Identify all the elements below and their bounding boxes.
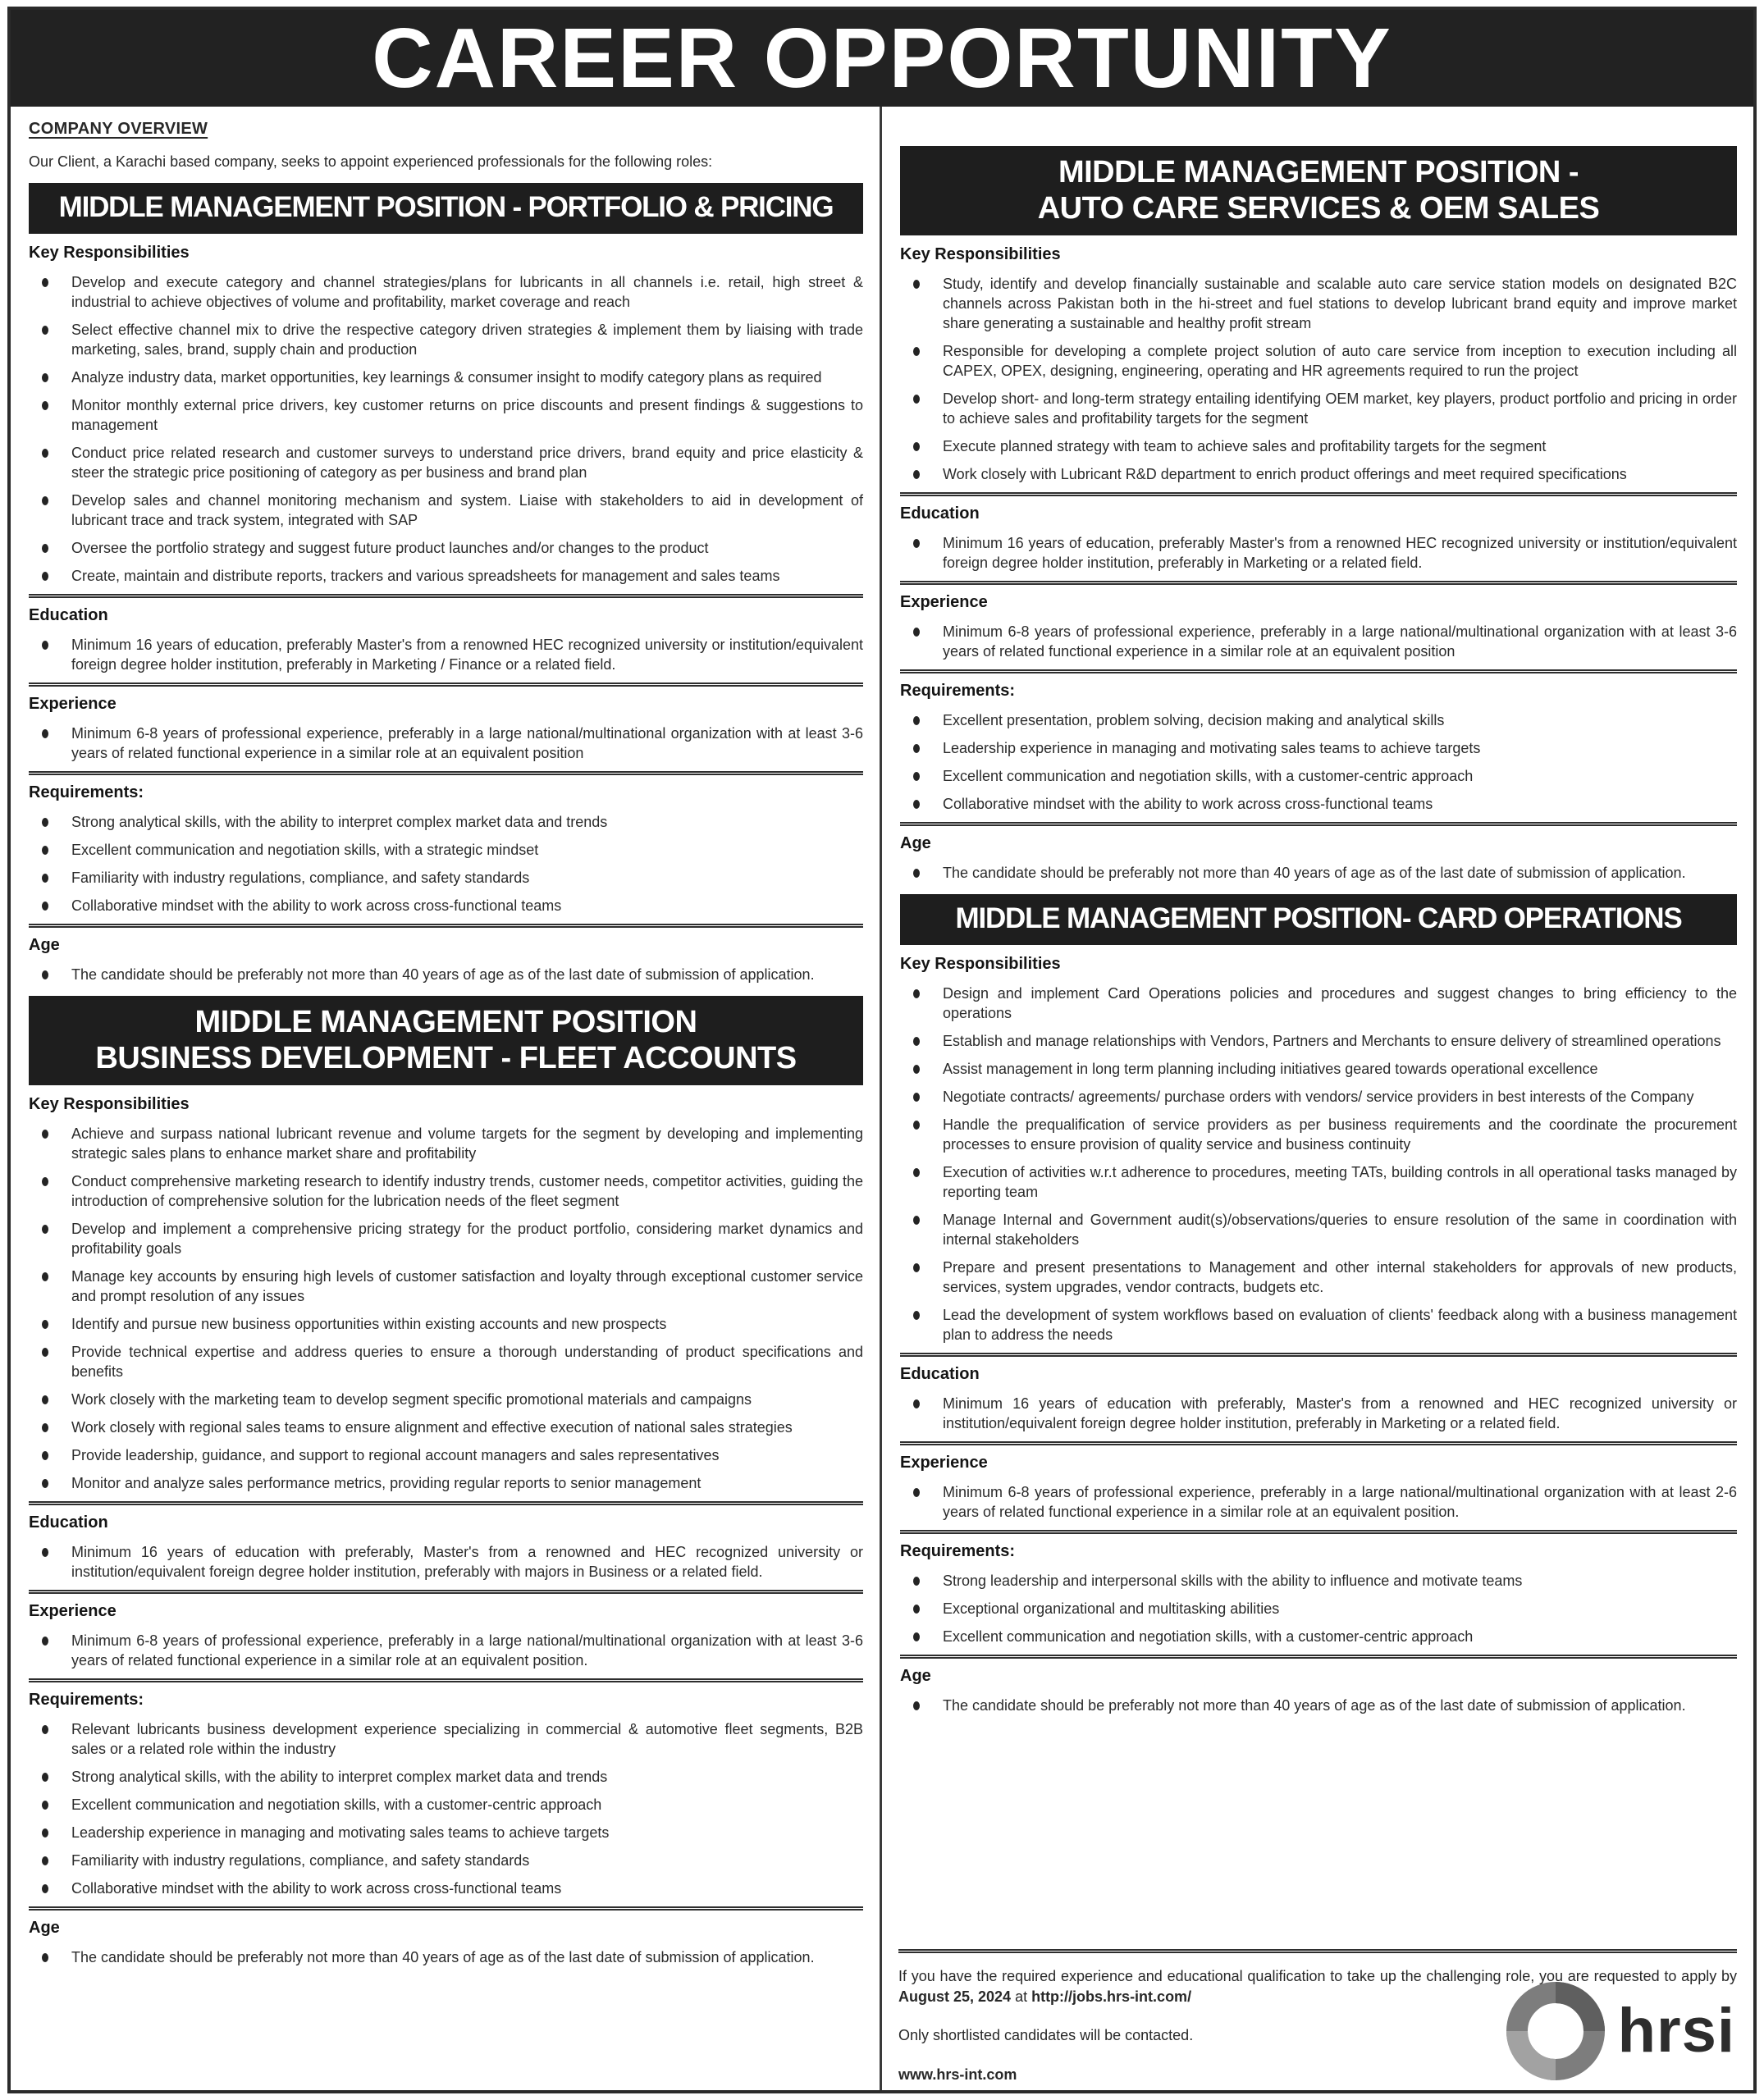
banner [11, 10, 1753, 107]
bullet-item: Select effective channel mix to drive the respective category driven strategies & implement them by liaising with trade marketing, sales, brand, supply chain and production [29, 320, 863, 359]
bullet-item: Negotiate contracts/ agreements/ purchase orders with vendors/ service providers in best interests of the Company [900, 1087, 1737, 1107]
job-title-line: AUTO CARE SERVICES & OEM SALES [1037, 191, 1600, 226]
section-label-experience: Experience [29, 694, 117, 713]
bullet-item: Develop short- and long-term strategy entailing identifying OEM market, key players, product portfolio and pricing in order to achieve sales and profitability targets for the segment [900, 389, 1737, 428]
bullet-list [900, 533, 1737, 573]
bullet-item: Strong leadership and interpersonal skills with the ability to influence and motivate teams [900, 1571, 1737, 1591]
ad-frame [7, 7, 1757, 2093]
section-label-key-responsibilities: Key Responsibilities [29, 1094, 190, 1113]
bullet-list [29, 1719, 863, 1898]
section-label-key-responsibilities: Key Responsibilities [900, 245, 1061, 264]
bullet-list [29, 724, 863, 763]
job-title-line: MIDDLE MANAGEMENT POSITION- CARD OPERATIONS [955, 902, 1682, 935]
banner-title: CAREER OPPORTUNITY [372, 11, 1392, 105]
bullet-item: Lead the development of system workflows based on evaluation of clients' feedback along with a business management plan to address the needs [900, 1305, 1737, 1344]
company-overview [29, 120, 863, 171]
job-title [29, 996, 863, 1085]
section-label-key-responsibilities: Key Responsibilities [900, 954, 1061, 973]
job-section [900, 146, 1737, 883]
bullet-item: Familiarity with industry regulations, compliance, and safety standards [29, 868, 863, 888]
job-title-line: MIDDLE MANAGEMENT POSITION - PORTFOLIO & PRICING [58, 191, 834, 223]
bullet-list [29, 812, 863, 915]
hrsi-logo [1505, 1980, 1735, 2082]
section-label-experience: Experience [900, 1453, 988, 1472]
bullet-item: Minimum 6-8 years of professional experience, preferably in a large national/multinational organization with at least 3-6 years of related functional experience in a similar role at an equivalent position [29, 724, 863, 763]
bullet-list [900, 984, 1737, 1344]
apply-deadline: August 25, 2024 [898, 1988, 1012, 2005]
bullet-list [900, 274, 1737, 484]
section-label-age: Age [900, 1666, 931, 1685]
bullet-item: Work closely with the marketing team to develop segment specific promotional materials and campaigns [29, 1390, 863, 1409]
section-divider [900, 1353, 1737, 1357]
bullet-list [29, 1631, 863, 1670]
bullet-item: Minimum 16 years of education, preferably Master's from a renowned HEC recognized university or institution/equivalent foreign degree holder institution, preferably in Marketing / Finance or a related field. [29, 635, 863, 674]
bullet-list [900, 710, 1737, 814]
section-divider [29, 682, 863, 687]
bullet-item: Analyze industry data, market opportunities, key learnings & consumer insight to modify category plans as required [29, 368, 863, 387]
bullet-item: Execution of activities w.r.t adherence to procedures, meeting TATs, building controls in all operational tasks managed by reporting team [900, 1162, 1737, 1202]
section-label-experience: Experience [900, 593, 988, 612]
bullet-item: Achieve and surpass national lubricant revenue and volume targets for the segment by developing and implementing strategic sales plans to enhance market share and profitability [29, 1124, 863, 1163]
section-divider [29, 771, 863, 775]
section-label-requirements: Requirements: [900, 682, 1016, 701]
apply-text-at: at [1011, 1988, 1032, 2005]
bullet-item: The candidate should be preferably not more than 40 years of age as of the last date of submission of application. [29, 965, 863, 984]
bullet-list [29, 272, 863, 586]
section-label-education: Education [900, 504, 980, 523]
section-divider [29, 1501, 863, 1505]
bullet-item: Execute planned strategy with team to achieve sales and profitability targets for the segment [900, 436, 1737, 456]
bullet-item: Manage Internal and Government audit(s)/observations/queries to ensure resolution of the same in coordination with internal stakeholders [900, 1210, 1737, 1249]
bullet-item: Collaborative mindset with the ability to work across cross-functional teams [29, 1879, 863, 1898]
right-sections [900, 146, 1737, 1715]
company-overview-heading: COMPANY OVERVIEW [29, 120, 208, 138]
bullet-item: Develop and execute category and channel strategies/plans for lubricants in all channels i.e. retail, high street & industrial to achieve objectives of volume and profitability, market coverage and reach [29, 272, 863, 312]
bullet-item: Excellent communication and negotiation skills, with a customer-centric approach [900, 766, 1737, 786]
logo-text: hrsi [1617, 1996, 1735, 2066]
section-divider [900, 492, 1737, 496]
section-divider [900, 669, 1737, 673]
job-title [29, 183, 863, 234]
section-divider [29, 1590, 863, 1594]
bullet-list [900, 1696, 1737, 1715]
shortlist-note: Only shortlisted candidates will be contacted. [898, 2027, 1194, 2043]
footer [898, 1949, 1737, 2084]
bullet-list [29, 965, 863, 984]
bullet-item: Work closely with regional sales teams to ensure alignment and effective execution of national sales strategies [29, 1418, 863, 1437]
section-label-education: Education [29, 605, 108, 624]
section-divider [29, 1906, 863, 1911]
bullet-item: Minimum 16 years of education with preferably, Master's from a renowned and HEC recognized university or institution/equivalent foreign degree holder institution, preferably with majors in Business or a related field. [29, 1542, 863, 1582]
bullet-item: Responsible for developing a complete project solution of auto care service from inception to execution including all CAPEX, OPEX, designing, engineering, operating and HR agreements required to run the project [900, 341, 1737, 381]
bullet-item: Monitor and analyze sales performance metrics, providing regular reports to senior management [29, 1473, 863, 1493]
bullet-item: The candidate should be preferably not more than 40 years of age as of the last date of submission of application. [29, 1947, 863, 1967]
job-section [29, 996, 863, 1967]
job-title [900, 894, 1737, 945]
bullet-list [900, 863, 1737, 883]
bullet-list [29, 1542, 863, 1582]
bullet-item: Strong analytical skills, with the ability to interpret complex market data and trends [29, 812, 863, 832]
bullet-item: Establish and manage relationships with Vendors, Partners and Merchants to ensure delivery of streamlined operations [900, 1031, 1737, 1051]
job-section [900, 894, 1737, 1715]
apply-text: If you have the required experience and educational qualification to take up the challenging role, you are requested to apply by [898, 1968, 1737, 1984]
bullet-item: Minimum 6-8 years of professional experience, preferably in a large national/multinational organization with at least 2-6 years of related functional experience in a similar role at an equivalent position. [900, 1482, 1737, 1522]
bullet-item: Prepare and present presentations to Management and other internal stakeholders for approvals of new products, services, system upgrades, vendor contracts, budgets etc. [900, 1258, 1737, 1297]
section-divider [900, 1441, 1737, 1445]
bullet-item: Minimum 16 years of education, preferably Master's from a renowned HEC recognized university or institution/equivalent foreign degree holder institution, preferably in Marketing or a related field. [900, 533, 1737, 573]
job-title-line: MIDDLE MANAGEMENT POSITION [194, 1004, 697, 1039]
section-label-age: Age [29, 1918, 60, 1937]
bullet-item: Oversee the portfolio strategy and suggest future product launches and/or changes to the product [29, 538, 863, 558]
apply-url: http://jobs.hrs-int.com/ [1031, 1988, 1192, 2005]
bullet-item: Leadership experience in managing and motivating sales teams to achieve targets [900, 738, 1737, 758]
bullet-list [29, 1124, 863, 1493]
bullet-item: Identify and pursue new business opportunities within existing accounts and new prospects [29, 1314, 863, 1334]
bullet-item: Develop and implement a comprehensive pricing strategy for the product portfolio, considering market dynamics and profitability goals [29, 1219, 863, 1258]
section-label-education: Education [29, 1513, 108, 1532]
column-left [11, 107, 882, 2090]
company-website: www.hrs-int.com [898, 2066, 1017, 2083]
bullet-item: Collaborative mindset with the ability to work across cross-functional teams [29, 896, 863, 915]
job-section [29, 183, 863, 984]
bullet-item: Collaborative mindset with the ability to work across cross-functional teams [900, 794, 1737, 814]
footer-divider [898, 1949, 1737, 1953]
bullet-item: Excellent communication and negotiation skills, with a customer-centric approach [29, 1795, 863, 1815]
bullet-item: Design and implement Card Operations policies and procedures and suggest changes to bring efficiency to the operations [900, 984, 1737, 1023]
bullet-item: Study, identify and develop financially sustainable and scalable auto care service station models on designated B2C channels across Pakistan both in the hi-street and fuel stations to develop lubricant brand equity and improve market share generating a sustainable and healthy profit stream [900, 274, 1737, 333]
logo-ring-icon [1505, 1980, 1613, 2082]
bullet-item: The candidate should be preferably not more than 40 years of age as of the last date of submission of application. [900, 1696, 1737, 1715]
section-divider [900, 1530, 1737, 1534]
bullet-item: Relevant lubricants business development experience specializing in commercial & automotive fleet segments, B2B sales or a related role within the industry [29, 1719, 863, 1759]
section-divider [900, 1655, 1737, 1659]
section-label-requirements: Requirements: [900, 1541, 1016, 1560]
bullet-item: Work closely with Lubricant R&D department to enrich product offerings and meet required specifications [900, 464, 1737, 484]
bullet-item: Exceptional organizational and multitasking abilities [900, 1599, 1737, 1618]
section-label-age: Age [900, 834, 931, 853]
column-right [882, 107, 1753, 2090]
bullet-list [900, 1571, 1737, 1646]
bullet-item: Strong analytical skills, with the ability to interpret complex market data and trends [29, 1767, 863, 1787]
bullet-item: Develop sales and channel monitoring mechanism and system. Liaise with stakeholders to aid in development of lubricant trace and track system, integrated with SAP [29, 491, 863, 530]
bullet-item: Minimum 6-8 years of professional experience, preferably in a large national/multinational organization with at least 3-6 years of related functional experience in a similar role at an equivalent position [900, 622, 1737, 661]
bullet-item: Provide technical expertise and address queries to ensure a thorough understanding of product specifications and benefits [29, 1342, 863, 1381]
bullet-item: Minimum 6-8 years of professional experience, preferably in a large national/multinational organization with at least 3-6 years of related functional experience in a similar role at an equivalent position. [29, 1631, 863, 1670]
bullet-item: Create, maintain and distribute reports, trackers and various spreadsheets for management and sales teams [29, 566, 863, 586]
columns [11, 107, 1753, 2090]
bullet-item: Monitor monthly external price drivers, key customer returns on price discounts and present findings & suggestions to management [29, 395, 863, 435]
bullet-item: Familiarity with industry regulations, compliance, and safety standards [29, 1851, 863, 1870]
bullet-item: Leadership experience in managing and motivating sales teams to achieve targets [29, 1823, 863, 1842]
bullet-item: Manage key accounts by ensuring high levels of customer satisfaction and loyalty through exceptional customer service and prompt resolution of any issues [29, 1267, 863, 1306]
bullet-item: Excellent communication and negotiation skills, with a strategic mindset [29, 840, 863, 860]
bullet-item: Conduct comprehensive marketing research to identify industry trends, customer needs, competitor activities, guiding the introduction of comprehensive solution for the lubrication needs of the fleet segment [29, 1171, 863, 1211]
bullet-item: Excellent communication and negotiation skills, with a customer-centric approach [900, 1627, 1737, 1646]
bullet-list [29, 635, 863, 674]
bullet-item: The candidate should be preferably not more than 40 years of age as of the last date of submission of application. [900, 863, 1737, 883]
bullet-list [900, 1482, 1737, 1522]
section-label-education: Education [900, 1364, 980, 1383]
bullet-list [900, 1394, 1737, 1433]
job-title [900, 146, 1737, 235]
section-divider [29, 1678, 863, 1682]
bullet-item: Provide leadership, guidance, and support to regional account managers and sales representatives [29, 1445, 863, 1465]
section-divider [900, 581, 1737, 585]
section-divider [29, 924, 863, 928]
bullet-list [900, 622, 1737, 661]
bullet-item: Excellent presentation, problem solving, decision making and analytical skills [900, 710, 1737, 730]
bullet-item: Minimum 16 years of education with preferably, Master's from a renowned and HEC recognized university or institution/equivalent foreign degree holder institution, preferably in Marketing or a related field. [900, 1394, 1737, 1433]
section-label-key-responsibilities: Key Responsibilities [29, 243, 190, 262]
company-overview-text: Our Client, a Karachi based company, seeks to appoint experienced professionals for the following roles: [29, 153, 713, 170]
section-label-age: Age [29, 935, 60, 954]
left-sections [29, 183, 863, 1967]
job-title-line: MIDDLE MANAGEMENT POSITION - [1058, 155, 1579, 189]
bullet-list [29, 1947, 863, 1967]
job-title-line: BUSINESS DEVELOPMENT - FLEET ACCOUNTS [95, 1040, 797, 1075]
section-label-experience: Experience [29, 1601, 117, 1620]
bullet-item: Conduct price related research and customer surveys to understand price drivers, brand equity and price elasticity & steer the strategic price positioning of category as per business and brand plan [29, 443, 863, 482]
bullet-item: Assist management in long term planning including initiatives geared towards operational excellence [900, 1059, 1737, 1079]
section-label-requirements: Requirements: [29, 1690, 144, 1709]
section-divider [29, 594, 863, 598]
section-label-requirements: Requirements: [29, 783, 144, 801]
bullet-item: Handle the prequalification of service providers as per business requirements and the coordinate the procurement processes to ensure provision of quality service and business continuity [900, 1115, 1737, 1154]
section-divider [900, 822, 1737, 826]
